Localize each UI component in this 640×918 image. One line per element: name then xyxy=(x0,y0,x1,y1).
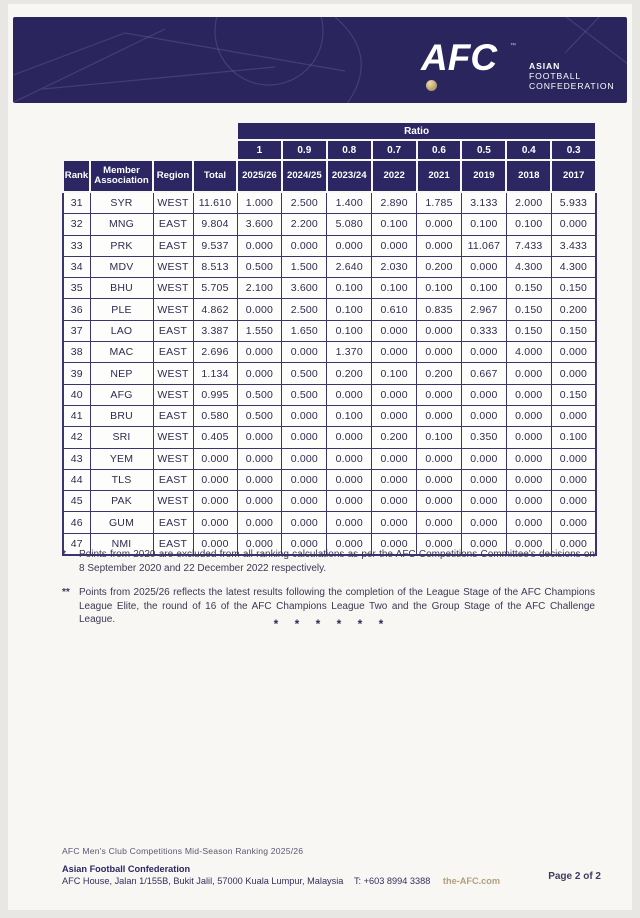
ratio-value-cell: 0.100 xyxy=(506,214,551,235)
rank-cell: 44 xyxy=(63,469,90,490)
ratio-value-cell: 0.000 xyxy=(237,533,282,555)
ratio-value-cell: 2.030 xyxy=(372,256,417,277)
ratio-value-cell: 3.133 xyxy=(461,192,506,214)
association-cell: NMI xyxy=(90,533,153,555)
total-cell: 0.000 xyxy=(193,512,237,533)
rank-column-header: Rank xyxy=(63,160,90,192)
ratio-value-cell: 0.000 xyxy=(372,533,417,555)
ratio-value-cell: 1.400 xyxy=(327,192,372,214)
ratio-value-cell: 0.000 xyxy=(282,427,327,448)
table-row xyxy=(63,235,596,256)
ratio-value-cell: 0.150 xyxy=(506,299,551,320)
ratio-value-cell: 0.000 xyxy=(282,448,327,469)
ratio-value-cell: 0.150 xyxy=(506,320,551,341)
ratio-value-cell: 1.370 xyxy=(327,342,372,363)
ratio-value-header: 0.4 xyxy=(506,140,551,160)
year-column-header: 2021 xyxy=(417,160,462,192)
footnote-1 xyxy=(62,548,595,575)
ratio-value-header: 0.5 xyxy=(461,140,506,160)
ratio-value-cell: 0.100 xyxy=(461,214,506,235)
rank-cell: 41 xyxy=(63,405,90,426)
ratio-value-cell: 0.000 xyxy=(417,512,462,533)
ratio-value-cell: 1.000 xyxy=(237,192,282,214)
rank-cell: 32 xyxy=(63,214,90,235)
ratio-value-cell: 0.000 xyxy=(461,384,506,405)
rank-cell: 47 xyxy=(63,533,90,555)
ratio-value-cell: 0.000 xyxy=(327,512,372,533)
ratio-value-cell: 0.000 xyxy=(551,533,596,555)
table-row xyxy=(63,320,596,341)
ratio-value-cell: 0.000 xyxy=(506,405,551,426)
afc-wordmark xyxy=(529,61,615,91)
association-cell: PLE xyxy=(90,299,153,320)
year-column-header: 2024/25 xyxy=(282,160,327,192)
table-row xyxy=(63,405,596,426)
association-cell: MAC xyxy=(90,342,153,363)
total-cell: 4.862 xyxy=(193,299,237,320)
association-cell: SRI xyxy=(90,427,153,448)
ratio-value-cell: 11.067 xyxy=(461,235,506,256)
ratio-value-cell: 5.080 xyxy=(327,214,372,235)
ratio-value-cell: 0.000 xyxy=(282,342,327,363)
ratio-value-cell: 0.000 xyxy=(372,405,417,426)
ratio-value-cell: 0.150 xyxy=(506,278,551,299)
ratio-value-cell: 0.200 xyxy=(417,256,462,277)
ratio-value-cell: 0.000 xyxy=(461,448,506,469)
trademark-symbol: ™ xyxy=(510,43,516,49)
afc-logo xyxy=(421,39,497,76)
ratio-value-cell: 3.433 xyxy=(551,235,596,256)
spacer-cell xyxy=(63,122,237,140)
ratio-value-cell: 0.000 xyxy=(551,512,596,533)
total-cell: 0.580 xyxy=(193,405,237,426)
ratio-value-header: 0.8 xyxy=(327,140,372,160)
ratio-value-cell: 0.000 xyxy=(461,512,506,533)
total-cell: 9.537 xyxy=(193,235,237,256)
ratio-value-cell: 0.100 xyxy=(327,320,372,341)
association-cell: BHU xyxy=(90,278,153,299)
ratio-value-cell: 0.000 xyxy=(417,491,462,512)
year-column-header: 2023/24 xyxy=(327,160,372,192)
ratio-value-cell: 0.100 xyxy=(327,278,372,299)
association-cell: NEP xyxy=(90,363,153,384)
ratio-value-cell: 0.000 xyxy=(282,235,327,256)
region-cell: EAST xyxy=(153,342,193,363)
ratio-value-cell: 0.000 xyxy=(372,342,417,363)
ratio-value-cell: 0.000 xyxy=(461,405,506,426)
asterisk-separator: * * * * * * xyxy=(273,617,384,631)
year-column-header: 2019 xyxy=(461,160,506,192)
ratio-value-cell: 0.000 xyxy=(282,491,327,512)
region-cell: WEST xyxy=(153,448,193,469)
region-cell: WEST xyxy=(153,384,193,405)
wordmark-line: CONFEDERATION xyxy=(529,81,615,91)
ratio-value-cell: 2.967 xyxy=(461,299,506,320)
ratio-value-cell: 0.150 xyxy=(551,278,596,299)
ratio-value-cell: 7.433 xyxy=(506,235,551,256)
ratio-value-cell: 2.500 xyxy=(282,299,327,320)
table-row xyxy=(63,384,596,405)
footer-address-line xyxy=(62,876,500,886)
association-cell: YEM xyxy=(90,448,153,469)
ratio-value-cell: 0.000 xyxy=(327,427,372,448)
footer-doc-title: AFC Men's Club Competitions Mid-Season Ranking 2025/26 xyxy=(62,846,304,856)
ratio-value-cell: 2.890 xyxy=(372,192,417,214)
table-row xyxy=(63,299,596,320)
rank-cell: 36 xyxy=(63,299,90,320)
region-cell: WEST xyxy=(153,256,193,277)
ratio-value-cell: 0.000 xyxy=(551,342,596,363)
ratio-value-cell: 1.650 xyxy=(282,320,327,341)
afc-logo-text: AFC xyxy=(421,37,498,78)
ratio-value-cell: 0.000 xyxy=(506,427,551,448)
total-cell: 0.000 xyxy=(193,448,237,469)
ratio-value-cell: 0.100 xyxy=(417,278,462,299)
ratio-value-cell: 0.000 xyxy=(372,469,417,490)
footer-website-link[interactable]: the-AFC.com xyxy=(442,876,501,886)
table-row xyxy=(63,427,596,448)
ratio-value-cell: 0.000 xyxy=(282,533,327,555)
total-cell: 0.000 xyxy=(193,491,237,512)
ratio-value-cell: 0.350 xyxy=(461,427,506,448)
ratio-value-cell: 0.000 xyxy=(327,533,372,555)
footer-page-number: Page 2 of 2 xyxy=(548,871,601,882)
ratio-value-cell: 0.100 xyxy=(372,278,417,299)
association-cell: SYR xyxy=(90,192,153,214)
table-row xyxy=(63,214,596,235)
ratio-value-cell: 2.100 xyxy=(237,278,282,299)
association-cell: TLS xyxy=(90,469,153,490)
rank-cell: 46 xyxy=(63,512,90,533)
rank-cell: 35 xyxy=(63,278,90,299)
ratio-value-cell: 0.000 xyxy=(417,469,462,490)
region-cell: WEST xyxy=(153,299,193,320)
footnote-marker: * xyxy=(62,549,66,560)
table-row xyxy=(63,342,596,363)
ratio-value-cell: 0.200 xyxy=(327,363,372,384)
association-cell: MNG xyxy=(90,214,153,235)
region-cell: WEST xyxy=(153,363,193,384)
ratio-value-cell: 0.000 xyxy=(282,469,327,490)
rank-cell: 31 xyxy=(63,192,90,214)
rank-cell: 38 xyxy=(63,342,90,363)
ratio-value-cell: 0.100 xyxy=(551,427,596,448)
ratio-value-cell: 0.100 xyxy=(327,405,372,426)
region-cell: EAST xyxy=(153,512,193,533)
ratio-value-cell: 0.000 xyxy=(237,469,282,490)
ratio-value-cell: 0.200 xyxy=(372,427,417,448)
region-cell: EAST xyxy=(153,235,193,256)
ratio-value-cell: 0.000 xyxy=(461,469,506,490)
region-cell: EAST xyxy=(153,214,193,235)
year-column-header: 2017 xyxy=(551,160,596,192)
total-column-header: Total xyxy=(193,160,237,192)
ratio-value-cell: 0.500 xyxy=(237,384,282,405)
ratio-value-cell: 0.000 xyxy=(417,235,462,256)
table-row xyxy=(63,278,596,299)
rank-cell: 40 xyxy=(63,384,90,405)
table-row xyxy=(63,491,596,512)
ratio-value-cell: 0.100 xyxy=(372,363,417,384)
ratio-value-cell: 5.933 xyxy=(551,192,596,214)
rank-cell: 34 xyxy=(63,256,90,277)
ratio-value-cell: 0.000 xyxy=(417,342,462,363)
table-row xyxy=(63,256,596,277)
rank-cell: 43 xyxy=(63,448,90,469)
ratio-value-cell: 0.000 xyxy=(282,512,327,533)
spacer-cell xyxy=(63,140,237,160)
total-cell: 1.134 xyxy=(193,363,237,384)
ratio-value-cell: 0.000 xyxy=(372,448,417,469)
association-column-header: Member Association xyxy=(90,160,153,192)
ratio-value-cell: 0.150 xyxy=(551,384,596,405)
year-column-header: 2025/26 xyxy=(237,160,282,192)
total-cell: 9.804 xyxy=(193,214,237,235)
footnote-text: Points from 2025/26 reflects the latest results following the completion of the League Stage of the AFC Champions League Elite, the round of 16 of the AFC Champions League Two and the Group Stage of the AFC Challenge League. xyxy=(79,587,595,625)
ratio-value-cell: 0.835 xyxy=(417,299,462,320)
ratio-value-cell: 0.000 xyxy=(551,405,596,426)
year-column-header: 2018 xyxy=(506,160,551,192)
ratio-value-cell: 0.000 xyxy=(417,405,462,426)
region-column-header: Region xyxy=(153,160,193,192)
region-cell: WEST xyxy=(153,278,193,299)
football-icon xyxy=(426,80,437,91)
ratio-value-cell: 0.100 xyxy=(327,299,372,320)
ratio-value-cell: 0.000 xyxy=(237,491,282,512)
ratio-value-cell: 0.500 xyxy=(237,256,282,277)
total-cell: 0.405 xyxy=(193,427,237,448)
ratio-value-cell: 4.300 xyxy=(506,256,551,277)
ratio-value-cell: 0.000 xyxy=(237,363,282,384)
ratio-value-cell: 0.333 xyxy=(461,320,506,341)
header-banner xyxy=(13,17,627,103)
association-cell: LAO xyxy=(90,320,153,341)
ratio-value-cell: 0.000 xyxy=(237,299,282,320)
association-cell: AFG xyxy=(90,384,153,405)
ratio-value-cell: 1.550 xyxy=(237,320,282,341)
ratio-value-cell: 0.100 xyxy=(417,427,462,448)
ratio-value-cell: 0.610 xyxy=(372,299,417,320)
total-cell: 8.513 xyxy=(193,256,237,277)
ratio-value-cell: 0.000 xyxy=(506,512,551,533)
ratio-value-cell: 1.500 xyxy=(282,256,327,277)
ratio-value-cell: 2.500 xyxy=(282,192,327,214)
ratio-value-cell: 3.600 xyxy=(237,214,282,235)
ratio-value-cell: 0.000 xyxy=(372,491,417,512)
ratio-value-cell: 4.300 xyxy=(551,256,596,277)
ratio-value-cell: 0.000 xyxy=(372,235,417,256)
ratio-value-cell: 3.600 xyxy=(282,278,327,299)
ratio-value-cell: 0.000 xyxy=(506,491,551,512)
total-cell: 3.387 xyxy=(193,320,237,341)
ratio-value-cell: 0.000 xyxy=(327,469,372,490)
ratio-value-cell: 0.200 xyxy=(417,363,462,384)
footer-org-name: Asian Football Confederation xyxy=(62,864,191,874)
ratio-value-cell: 0.000 xyxy=(551,363,596,384)
ratio-value-cell: 4.000 xyxy=(506,342,551,363)
ratio-value-cell: 0.000 xyxy=(506,469,551,490)
table-body xyxy=(63,192,596,555)
ratio-value-cell: 0.500 xyxy=(282,384,327,405)
association-cell: GUM xyxy=(90,512,153,533)
ratio-value-cell: 0.000 xyxy=(327,448,372,469)
ratio-value-cell: 0.000 xyxy=(417,533,462,555)
rank-cell: 45 xyxy=(63,491,90,512)
association-cell: PAK xyxy=(90,491,153,512)
total-cell: 0.000 xyxy=(193,533,237,555)
ratio-value-cell: 0.667 xyxy=(461,363,506,384)
ratio-value-cell: 0.000 xyxy=(282,405,327,426)
ratio-value-header: 1 xyxy=(237,140,282,160)
ratio-value-header: 0.9 xyxy=(282,140,327,160)
rank-cell: 33 xyxy=(63,235,90,256)
ratio-value-cell: 0.000 xyxy=(327,384,372,405)
region-cell: WEST xyxy=(153,427,193,448)
ratio-value-cell: 0.000 xyxy=(417,448,462,469)
ratio-value-cell: 0.000 xyxy=(327,235,372,256)
ratio-value-cell: 0.000 xyxy=(461,533,506,555)
ratio-value-cell: 0.000 xyxy=(506,448,551,469)
ratio-value-cell: 0.200 xyxy=(551,299,596,320)
ratio-value-cell: 0.000 xyxy=(372,384,417,405)
table-row xyxy=(63,512,596,533)
ratio-value-cell: 0.500 xyxy=(282,363,327,384)
ratio-value-cell: 0.000 xyxy=(461,491,506,512)
footnote-text: Points from 2020 are excluded from all ranking calculations as per the AFC Competitions Committee's decisions on 8 September 2020 and 22 December 2022 respectively. xyxy=(79,549,595,574)
rank-cell: 37 xyxy=(63,320,90,341)
ratio-value-cell: 0.000 xyxy=(237,427,282,448)
ratio-value-cell: 2.200 xyxy=(282,214,327,235)
ratio-value-cell: 0.000 xyxy=(551,448,596,469)
total-cell: 0.995 xyxy=(193,384,237,405)
ratio-value-header: 0.6 xyxy=(417,140,462,160)
year-column-header: 2022 xyxy=(372,160,417,192)
footer-phone: T: +603 8994 3388 xyxy=(353,876,431,886)
ratio-value-cell: 1.785 xyxy=(417,192,462,214)
association-cell: BRU xyxy=(90,405,153,426)
total-cell: 2.696 xyxy=(193,342,237,363)
total-cell: 11.610 xyxy=(193,192,237,214)
footer-address: AFC House, Jalan 1/155B, Bukit Jalil, 57000 Kuala Lumpur, Malaysia xyxy=(62,876,344,886)
table-row xyxy=(63,192,596,214)
ratio-value-cell: 0.000 xyxy=(461,256,506,277)
footnote-marker: ** xyxy=(62,587,70,598)
ratio-value-cell: 0.000 xyxy=(372,320,417,341)
ratio-value-cell: 0.000 xyxy=(417,384,462,405)
ratio-value-cell: 0.100 xyxy=(461,278,506,299)
rank-cell: 39 xyxy=(63,363,90,384)
ratio-value-cell: 0.000 xyxy=(551,469,596,490)
ratio-value-cell: 0.100 xyxy=(372,214,417,235)
region-cell: EAST xyxy=(153,533,193,555)
ratio-value-header: 0.3 xyxy=(551,140,596,160)
rank-cell: 42 xyxy=(63,427,90,448)
table-row xyxy=(63,363,596,384)
ratio-value-cell: 0.000 xyxy=(237,512,282,533)
table-row xyxy=(63,448,596,469)
total-cell: 5.705 xyxy=(193,278,237,299)
region-cell: EAST xyxy=(153,469,193,490)
region-cell: WEST xyxy=(153,491,193,512)
ratio-value-cell: 0.500 xyxy=(237,405,282,426)
ratio-value-cell: 0.000 xyxy=(506,533,551,555)
ratio-value-cell: 0.000 xyxy=(461,342,506,363)
ratio-value-cell: 0.000 xyxy=(551,214,596,235)
ratio-value-cell: 0.000 xyxy=(327,491,372,512)
association-cell: PRK xyxy=(90,235,153,256)
region-cell: WEST xyxy=(153,192,193,214)
ratio-value-cell: 0.000 xyxy=(417,320,462,341)
table-row xyxy=(63,469,596,490)
ratio-value-cell: 2.000 xyxy=(506,192,551,214)
region-cell: EAST xyxy=(153,405,193,426)
ratio-value-cell: 2.640 xyxy=(327,256,372,277)
association-cell: MDV xyxy=(90,256,153,277)
ratio-value-cell: 0.000 xyxy=(551,491,596,512)
ratio-value-cell: 0.000 xyxy=(237,342,282,363)
ratio-value-header: 0.7 xyxy=(372,140,417,160)
wordmark-line: ASIAN xyxy=(529,61,561,71)
ratio-value-cell: 0.000 xyxy=(506,363,551,384)
ranking-table xyxy=(62,121,597,556)
total-cell: 0.000 xyxy=(193,469,237,490)
ratio-super-header: Ratio xyxy=(237,122,596,140)
ratio-value-cell: 0.000 xyxy=(237,235,282,256)
ratio-value-cell: 0.000 xyxy=(506,384,551,405)
region-cell: EAST xyxy=(153,320,193,341)
ratio-value-cell: 0.000 xyxy=(372,512,417,533)
ratio-value-cell: 0.000 xyxy=(417,214,462,235)
ratio-value-cell: 0.000 xyxy=(237,448,282,469)
wordmark-line: FOOTBALL xyxy=(529,71,582,81)
ratio-value-cell: 0.150 xyxy=(551,320,596,341)
